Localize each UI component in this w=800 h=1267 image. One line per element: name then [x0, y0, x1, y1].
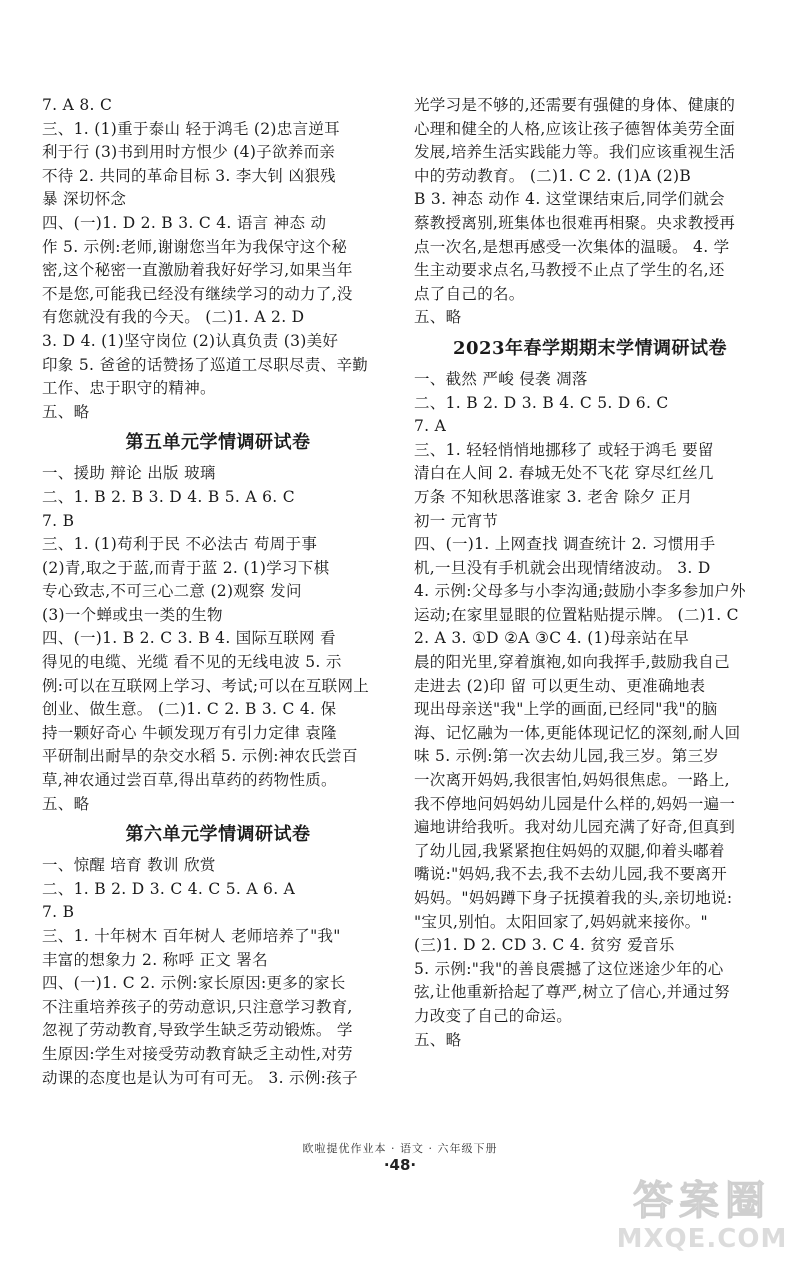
- answer-line: 一、惊醒 培育 教训 欣赏: [42, 856, 216, 875]
- answer-line: 四、(一)1. B 2. C 3. B 4. 国际互联网 看: [42, 629, 336, 648]
- answer-line: 专心致志,不可三心二意 (2)观察 发问: [42, 582, 302, 601]
- answer-line: 万条 不知秋思落谁家 3. 老舍 除夕 正月: [414, 487, 693, 506]
- answer-line: 力改变了自己的命运。: [414, 1006, 573, 1025]
- answer-line: 弦,让他重新拾起了尊严,树立了信心,并通过努: [414, 983, 730, 1002]
- answer-line: 得见的电缆、光缆 看不见的无线电波 5. 示: [42, 653, 342, 672]
- answer-line: 三、1. (1)重于泰山 轻于鸿毛 (2)忠言逆耳: [42, 119, 340, 138]
- answer-line: 3. D 4. (1)坚守岗位 (2)认真负责 (3)美好: [42, 331, 339, 350]
- answer-line: 7. A: [414, 417, 447, 436]
- answer-line: 妈妈。"妈妈蹲下身子抚摸着我的头,亲切地说:: [414, 889, 733, 907]
- answer-line: 一、截然 严峻 侵袭 凋落: [414, 369, 588, 388]
- answer-line: 4. 示例:父母多与小李沟通;鼓励小李多参加户外: [414, 582, 746, 601]
- answer-line: 运动;在家里显眼的位置粘贴提示牌。 (二)1. C: [414, 605, 739, 624]
- answer-line: 现出母亲送"我"上学的画面,已经同"我"的脑: [414, 700, 718, 719]
- answer-line: 忽视了劳动教育,导致学生缺乏劳动锻炼。 学: [42, 1021, 353, 1040]
- answer-line: (3)一个蝉或虫一类的生物: [42, 605, 223, 624]
- answer-line: "宝贝,别怕。太阳回家了,妈妈就来接你。": [414, 912, 708, 931]
- answer-line: (2)青,取之于蓝,而青于蓝 2. (1)学习下棋: [42, 558, 330, 577]
- left-column: [42, 94, 394, 1090]
- left-block-unit4-answers: [42, 94, 394, 424]
- answer-line: 机,一旦没有手机就会出现情绪波动。 3. D: [414, 558, 711, 577]
- answer-line: 有您就没有我的今天。 (二)1. A 2. D: [42, 308, 305, 327]
- answer-line: 三、1. (1)苟利于民 不必法古 苟周于事: [42, 535, 318, 554]
- answer-line: 四、(一)1. 上网查找 调查统计 2. 习惯用手: [414, 535, 716, 554]
- answer-line: 五、略: [42, 402, 90, 421]
- answer-line: 创业、做生意。 (二)1. C 2. B 3. C 4. 保: [42, 700, 337, 719]
- answer-line: 三、1. 轻轻悄悄地挪移了 或轻于鸿毛 要留: [414, 440, 714, 459]
- unit6-test-title: 第六单元学情调研试卷: [125, 824, 311, 846]
- answer-line: 四、(一)1. D 2. B 3. C 4. 语言 神态 动: [42, 213, 327, 232]
- answer-line: 5. 示例:"我"的善良震撼了这位迷途少年的心: [414, 959, 724, 978]
- answer-line: 一次离开妈妈,我很害怕,妈妈很焦虑。一路上,: [414, 771, 730, 790]
- answer-line: 点了自己的名。: [414, 284, 525, 303]
- answer-line: 生主动要求点名,马教授不止点了学生的名,还: [414, 261, 725, 280]
- answer-line: 例:可以在互联网上学习、考试;可以在互联网上: [42, 676, 370, 695]
- answer-line: 二、1. B 2. D 3. B 4. C 5. D 6. C: [414, 393, 669, 412]
- watermark-logo: [612, 1178, 792, 1262]
- answer-line: 丰富的想象力 2. 称呼 正文 署名: [42, 950, 268, 969]
- answer-line: 7. B: [42, 903, 75, 922]
- answer-line: 海、记忆融为一体,更能体现记忆的深刻,耐人回: [414, 723, 741, 742]
- answer-line: 一、援助 辩论 出版 玻璃: [42, 464, 216, 483]
- answer-line: 遍地讲给我听。我对幼儿园充满了好奇,但真到: [414, 818, 736, 837]
- answer-line: 五、略: [414, 308, 462, 327]
- answer-line: 平研制出耐旱的杂交水稻 5. 示例:神农氏尝百: [42, 747, 358, 766]
- left-block-unit5-answers: [42, 462, 394, 816]
- answer-line: 清白在人间 2. 春城无处不飞花 穿尽红丝几: [414, 464, 714, 483]
- answer-line: 草,神农通过尝百草,得出草药的药物性质。: [42, 771, 337, 790]
- answer-line: 三、1. 十年树木 百年树人 老师培养了"我": [42, 927, 341, 945]
- watermark-text-top: 答案圈: [633, 1178, 771, 1224]
- answer-line: 不注重培养孩子的劳动意识,只注意学习教育,: [42, 997, 353, 1016]
- final-exam-title: 2023年春学期期末学情调研试卷: [452, 337, 728, 359]
- answer-line: 利于行 (3)书到用时方恨少 (4)子欲养而亲: [42, 143, 336, 162]
- answer-line: 动课的态度也是认为可有可无。 3. 示例:孩子: [42, 1068, 358, 1087]
- left-block-unit6-answers: [42, 854, 394, 1090]
- answer-line: 2. A 3. ①D ②A ③C 4. (1)母亲站在早: [414, 629, 690, 648]
- answer-line: 心理和健全的人格,应该让孩子德智体美劳全面: [414, 119, 736, 138]
- answer-line: 光学习是不够的,还需要有强健的身体、健康的: [414, 96, 736, 114]
- right-block-final-exam-answers: [414, 368, 766, 1052]
- answer-line: 作 5. 示例:老师,谢谢您当年为我保守这个秘: [42, 237, 348, 256]
- answer-line: 印象 5. 爸爸的话赞扬了巡道工尽职尽责、辛勤: [42, 355, 369, 374]
- answer-line: 7. B: [42, 511, 75, 530]
- answer-line: 晨的阳光里,穿着旗袍,如向我挥手,鼓励我自己: [414, 653, 730, 672]
- answer-line: 二、1. B 2. B 3. D 4. B 5. A 6. C: [42, 487, 295, 506]
- answer-line: 五、略: [42, 794, 90, 813]
- answer-line: 中的劳动教育。 (二)1. C 2. (1)A (2)B: [414, 166, 692, 185]
- answer-line: 走进去 (2)印 留 可以更生动、更准确地表: [414, 676, 706, 695]
- answer-line: 点一次名,是想再感受一次集体的温暖。 4. 学: [414, 237, 730, 256]
- answer-line: 蔡教授离别,班集体也很难再相聚。央求教授再: [414, 213, 736, 232]
- answer-line: 四、(一)1. C 2. 示例:家长原因:更多的家长: [42, 974, 346, 993]
- answer-line: 五、略: [414, 1030, 462, 1049]
- answer-line: 我不停地问妈妈幼儿园是什么样的,妈妈一遍一: [414, 794, 736, 813]
- answer-line: 了幼儿园,我紧紧抱住妈妈的双腿,仰着头嘟着: [414, 841, 725, 860]
- answer-line: 生原因:学生对接受劳动教育缺乏主动性,对劳: [42, 1044, 353, 1063]
- answer-line: (三)1. D 2. CD 3. C 4. 贫穷 爱音乐: [414, 936, 675, 955]
- watermark-text-bottom: MXQE.COM: [616, 1224, 788, 1254]
- unit5-test-title: 第五单元学情调研试卷: [125, 432, 311, 454]
- answer-line: 不是您,可能我已经没有继续学习的动力了,没: [42, 284, 353, 303]
- answer-line: 7. A 8. C: [42, 96, 113, 114]
- right-column: [414, 94, 766, 1052]
- answer-line: 工作、忠于职守的精神。: [42, 379, 216, 398]
- answer-line: 嘴说:"妈妈,我不去,我不去幼儿园,我不要离开: [414, 865, 728, 884]
- answer-line: 持一颗好奇心 牛顿发现万有引力定律 袁隆: [42, 723, 337, 742]
- answer-line: 发展,培养生活实践能力等。我们应该重视生活: [414, 143, 736, 162]
- answer-line: 二、1. B 2. D 3. C 4. C 5. A 6. A: [42, 879, 296, 898]
- answer-line: 初一 元宵节: [414, 511, 499, 530]
- answer-line: 暴 深切怀念: [42, 190, 127, 209]
- answer-line: 密,这个秘密一直激励着我好好学习,如果当年: [42, 261, 353, 280]
- answer-line: 不待 2. 共同的革命目标 3. 李大钊 凶狠残: [42, 166, 336, 185]
- answer-line: 味 5. 示例:第一次去幼儿园,我三岁。第三岁: [414, 747, 720, 766]
- footer-series-title: 欧啦提优作业本 · 语文 · 六年级下册: [302, 1142, 498, 1155]
- page-number: ·48·: [383, 1156, 417, 1174]
- answer-line: B 3. 神态 动作 4. 这堂课结束后,同学们就会: [414, 190, 725, 209]
- right-block-unit6-continued: [414, 94, 766, 330]
